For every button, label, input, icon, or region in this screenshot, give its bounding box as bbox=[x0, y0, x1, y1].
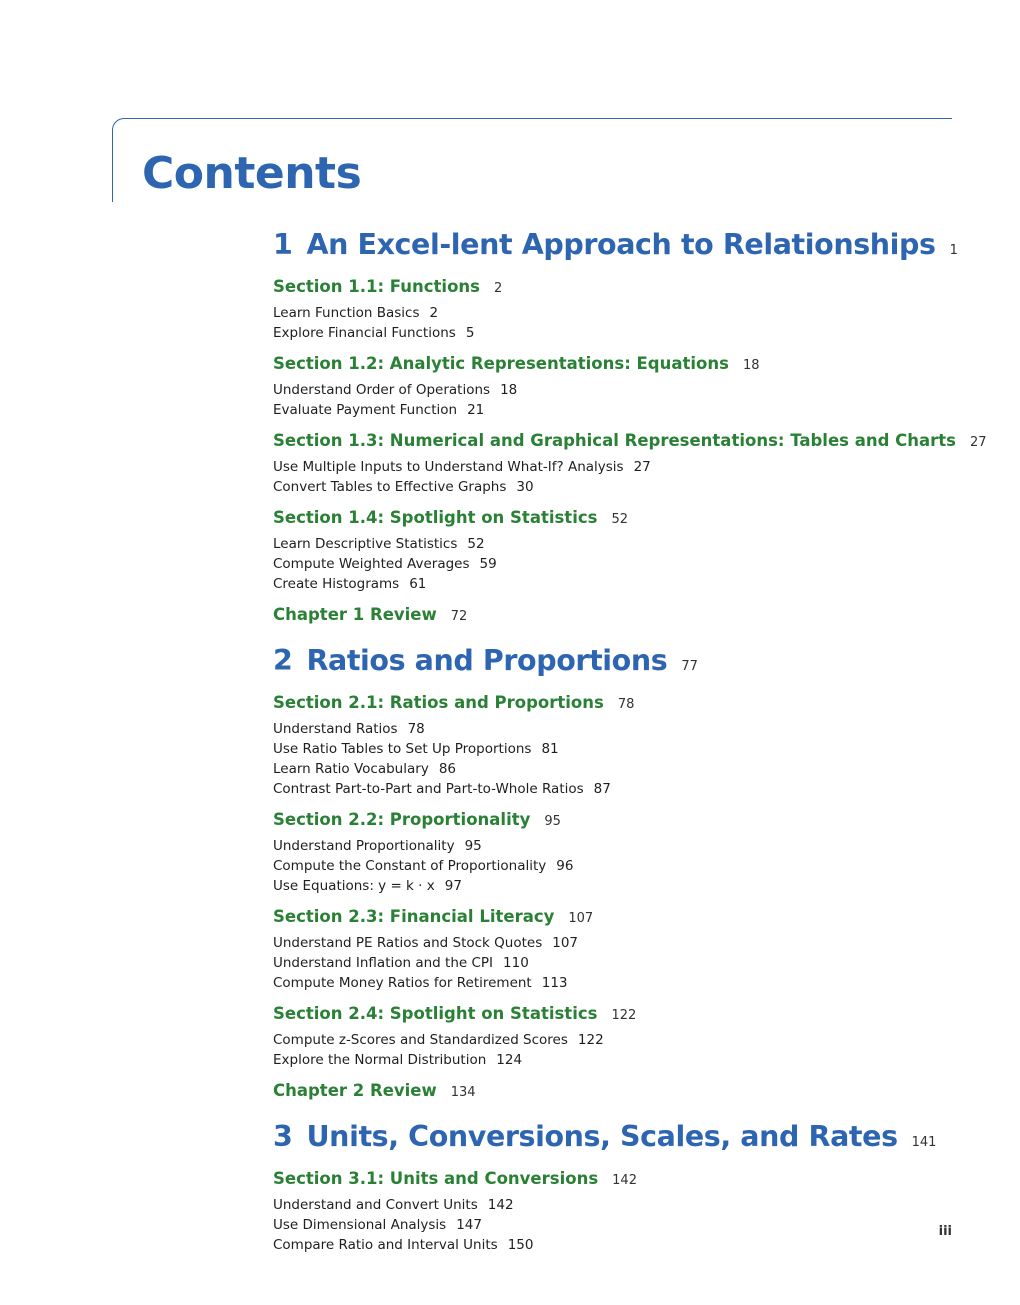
chapter-heading[interactable] bbox=[273, 226, 973, 270]
topic-page: 107 bbox=[552, 935, 579, 951]
topic-entry[interactable] bbox=[273, 779, 973, 799]
topic-entry[interactable] bbox=[273, 856, 973, 876]
topic-title: Use Equations: y = k · x bbox=[273, 878, 435, 894]
section-title: Section 2.4: Spotlight on Statistics bbox=[273, 1004, 598, 1023]
topic-list bbox=[273, 719, 973, 799]
section-page: 142 bbox=[612, 1173, 637, 1188]
topic-entry[interactable] bbox=[273, 759, 973, 779]
chapter-title: An Excel-lent Approach to Relationships bbox=[306, 228, 936, 261]
topic-entry[interactable] bbox=[273, 836, 973, 856]
section bbox=[273, 1003, 973, 1070]
topic-title: Learn Function Basics bbox=[273, 305, 420, 321]
topic-entry[interactable] bbox=[273, 1235, 973, 1255]
section bbox=[273, 692, 973, 799]
topic-list bbox=[273, 933, 973, 993]
topic-entry[interactable] bbox=[273, 953, 973, 973]
topic-list bbox=[273, 836, 973, 896]
topic-entry[interactable] bbox=[273, 303, 973, 323]
topic-page: 122 bbox=[577, 1032, 604, 1048]
topic-entry[interactable] bbox=[273, 1030, 973, 1050]
chapter-number: 2 bbox=[273, 644, 293, 677]
chapter-number: 3 bbox=[273, 1120, 293, 1153]
section-page: 122 bbox=[611, 1008, 637, 1023]
topic-title: Understand Order of Operations bbox=[273, 382, 491, 398]
topic-title: Contrast Part-to-Part and Part-to-Whole Ratios bbox=[273, 781, 584, 797]
topic-title: Compare Ratio and Interval Units bbox=[273, 1237, 498, 1253]
section bbox=[273, 507, 973, 594]
section-heading[interactable] bbox=[273, 1080, 973, 1104]
section-heading[interactable] bbox=[273, 906, 973, 930]
section bbox=[273, 906, 973, 993]
topic-page: 96 bbox=[556, 858, 574, 874]
chapter-page: 1 bbox=[949, 243, 958, 258]
topic-entry[interactable] bbox=[273, 1195, 973, 1215]
section-page: 78 bbox=[617, 697, 635, 712]
topic-list bbox=[273, 303, 973, 343]
topic-list bbox=[273, 380, 973, 420]
topic-entry[interactable] bbox=[273, 554, 973, 574]
section-heading[interactable] bbox=[273, 507, 973, 531]
section-page: 2 bbox=[493, 281, 503, 296]
section-title: Chapter 1 Review bbox=[273, 605, 437, 624]
topic-page: 81 bbox=[541, 741, 559, 757]
chapter-page: 141 bbox=[911, 1135, 937, 1150]
topic-title: Evaluate Payment Function bbox=[273, 402, 458, 418]
topic-page: 2 bbox=[429, 305, 439, 321]
topic-entry[interactable] bbox=[273, 1050, 973, 1070]
topic-entry[interactable] bbox=[273, 1215, 973, 1235]
topic-page: 150 bbox=[507, 1237, 534, 1253]
topic-page: 95 bbox=[464, 838, 482, 854]
topic-title: Use Dimensional Analysis bbox=[273, 1217, 447, 1233]
topic-page: 87 bbox=[593, 781, 611, 797]
topic-title: Convert Tables to Effective Graphs bbox=[273, 479, 507, 495]
section-heading[interactable] bbox=[273, 430, 987, 454]
chapter-2 bbox=[273, 642, 973, 1104]
section-heading[interactable] bbox=[273, 809, 973, 833]
section bbox=[273, 353, 973, 420]
topic-page: 110 bbox=[503, 955, 529, 971]
section-heading[interactable] bbox=[273, 353, 973, 377]
topic-page: 27 bbox=[633, 459, 651, 475]
topic-entry[interactable] bbox=[273, 933, 973, 953]
topic-title: Compute the Constant of Proportionality bbox=[273, 858, 547, 874]
topic-page: 52 bbox=[467, 536, 485, 552]
topic-page: 59 bbox=[479, 556, 497, 572]
section-page: 95 bbox=[544, 814, 561, 829]
section-title: Section 1.1: Functions bbox=[273, 277, 480, 296]
section-heading[interactable] bbox=[273, 1003, 973, 1027]
topic-page: 61 bbox=[409, 576, 427, 592]
section-title: Section 1.3: Numerical and Graphical Representations: Tables and Charts bbox=[273, 431, 956, 450]
table-of-contents bbox=[273, 226, 987, 1255]
section-title: Section 3.1: Units and Conversions bbox=[273, 1169, 599, 1188]
chapter-title: Units, Conversions, Scales, and Rates bbox=[306, 1120, 898, 1153]
topic-title: Compute z-Scores and Standardized Scores bbox=[273, 1032, 568, 1048]
chapter-page: 77 bbox=[681, 659, 698, 674]
topic-page: 113 bbox=[541, 975, 568, 991]
section-heading[interactable] bbox=[273, 276, 973, 300]
section-page: 107 bbox=[568, 911, 594, 926]
section bbox=[273, 1168, 973, 1255]
topic-entry[interactable] bbox=[273, 876, 973, 896]
section-title: Section 1.4: Spotlight on Statistics bbox=[273, 508, 598, 527]
topic-title: Learn Ratio Vocabulary bbox=[273, 761, 429, 777]
topic-title: Understand Inflation and the CPI bbox=[273, 955, 494, 971]
chapter-title: Ratios and Proportions bbox=[306, 644, 668, 677]
topic-entry[interactable] bbox=[273, 719, 973, 739]
topic-page: 147 bbox=[456, 1217, 482, 1233]
chapter-number: 1 bbox=[273, 228, 293, 261]
section bbox=[273, 604, 973, 628]
topic-entry[interactable] bbox=[273, 380, 973, 400]
section bbox=[273, 1080, 973, 1104]
topic-page: 124 bbox=[496, 1052, 523, 1068]
topic-page: 86 bbox=[438, 761, 456, 777]
section bbox=[273, 276, 973, 343]
section-title: Section 2.1: Ratios and Proportions bbox=[273, 693, 604, 712]
topic-page: 18 bbox=[500, 382, 518, 398]
topic-title: Use Multiple Inputs to Understand What-If? Analysis bbox=[273, 459, 624, 475]
topic-entry[interactable] bbox=[273, 400, 973, 420]
topic-title: Understand Proportionality bbox=[273, 838, 455, 854]
section-page: 72 bbox=[450, 609, 468, 624]
section-heading[interactable] bbox=[273, 604, 973, 628]
topic-title: Use Ratio Tables to Set Up Proportions bbox=[273, 741, 532, 757]
section-page: 18 bbox=[742, 358, 760, 373]
topic-entry[interactable] bbox=[273, 574, 973, 594]
topic-entry[interactable] bbox=[273, 534, 973, 554]
chapter-1 bbox=[273, 226, 987, 628]
section-title: Chapter 2 Review bbox=[273, 1081, 437, 1100]
topic-title: Learn Descriptive Statistics bbox=[273, 536, 458, 552]
chapter-heading[interactable] bbox=[273, 1118, 973, 1162]
topic-page: 78 bbox=[407, 721, 425, 737]
section bbox=[273, 430, 987, 497]
section-title: Section 2.3: Financial Literacy bbox=[273, 907, 555, 926]
section-page: 134 bbox=[450, 1085, 476, 1100]
chapter-3 bbox=[273, 1118, 973, 1255]
topic-entry[interactable] bbox=[273, 457, 973, 477]
topic-list bbox=[273, 457, 973, 497]
section-heading[interactable] bbox=[273, 1168, 973, 1192]
section-heading[interactable] bbox=[273, 692, 973, 716]
chapter-heading[interactable] bbox=[273, 642, 973, 686]
topic-list bbox=[273, 1195, 973, 1255]
topic-title: Explore the Normal Distribution bbox=[273, 1052, 487, 1068]
topic-entry[interactable] bbox=[273, 973, 973, 993]
topic-page: 21 bbox=[467, 402, 485, 418]
topic-page: 142 bbox=[487, 1197, 514, 1213]
topic-title: Explore Financial Functions bbox=[273, 325, 456, 341]
section-title: Section 1.2: Analytic Representations: Equations bbox=[273, 354, 729, 373]
section bbox=[273, 809, 973, 896]
topic-title: Understand and Convert Units bbox=[273, 1197, 478, 1213]
page-title: Contents bbox=[142, 148, 362, 199]
topic-list bbox=[273, 1030, 973, 1070]
section-title: Section 2.2: Proportionality bbox=[273, 810, 531, 829]
topic-entry[interactable] bbox=[273, 477, 973, 497]
topic-title: Create Histograms bbox=[273, 576, 400, 592]
topic-page: 30 bbox=[516, 479, 534, 495]
topic-entry[interactable] bbox=[273, 739, 973, 759]
topic-title: Understand Ratios bbox=[273, 721, 398, 737]
section-page: 52 bbox=[611, 512, 629, 527]
topic-entry[interactable] bbox=[273, 323, 973, 343]
topic-list bbox=[273, 534, 973, 594]
topic-title: Compute Money Ratios for Retirement bbox=[273, 975, 532, 991]
topic-page: 5 bbox=[465, 325, 475, 341]
page-number: iii bbox=[938, 1224, 952, 1239]
topic-page: 97 bbox=[444, 878, 462, 894]
topic-title: Understand PE Ratios and Stock Quotes bbox=[273, 935, 543, 951]
section-page: 27 bbox=[970, 435, 987, 450]
topic-title: Compute Weighted Averages bbox=[273, 556, 470, 572]
